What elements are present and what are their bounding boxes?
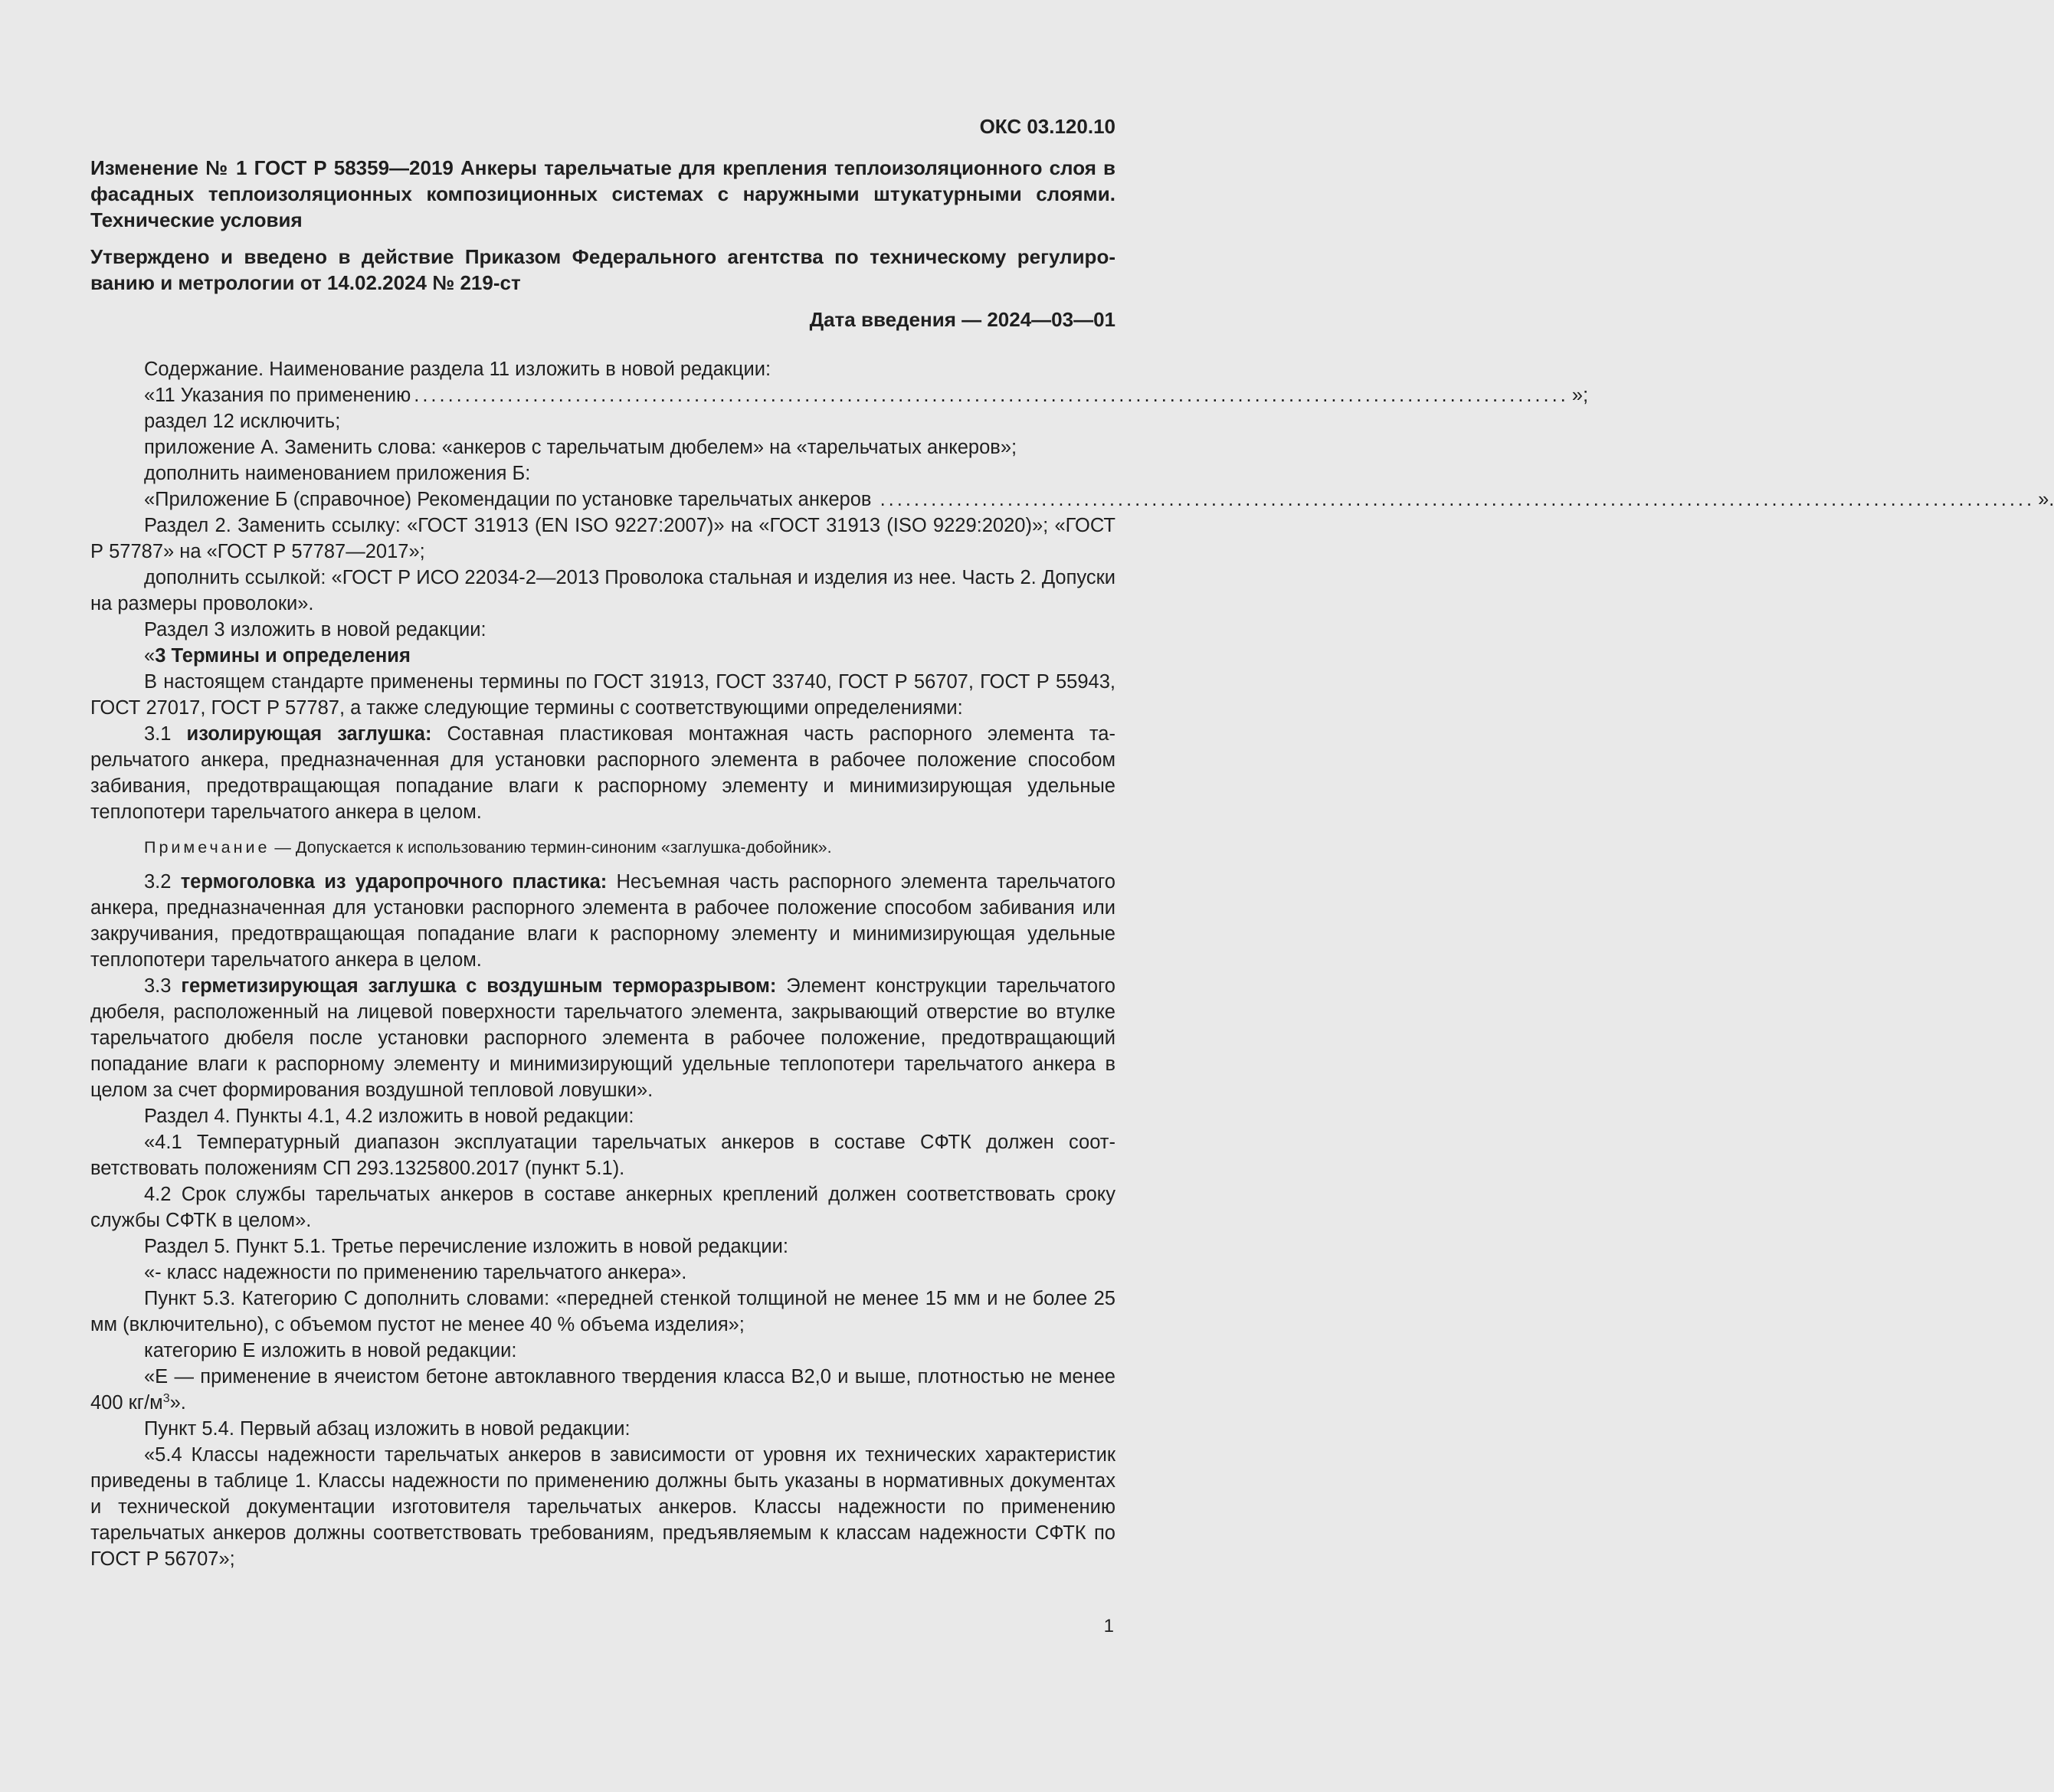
term-number: 3.1 xyxy=(144,723,187,745)
toc-entry-end: »; xyxy=(1571,385,1589,406)
section-3-heading xyxy=(90,643,1115,669)
amendment-title: Изменение № 1 ГОСТ Р 58359—2019 Анкеры тарельчатые для крепления теплоизоляционного слоя в фасадных теплоизоляционных композиционных системах с наружными штукатурными слоями. Технические условия xyxy=(90,156,1115,231)
paragraph: «4.1 Температурный диапазон эксплуатации тарельчатых анкеров в составе СФТК должен соответствовать положениям СП 293.1325800.2017 (пункт 5.1). xyxy=(90,1132,1115,1179)
paragraph: приложение А. Заменить слова: «анкеров с тарельчатым дюбелем» на «тарельчатых анкеров»; xyxy=(144,437,1017,458)
note-text: — Допускается к использованию термин-синоним «заглушка-добойник». xyxy=(270,838,832,857)
paragraph: дополнить ссылкой: «ГОСТ Р ИСО 22034-2—2013 Проволока стальная и изделия из нее. Часть 2. Допуски на размеры проволоки». xyxy=(90,567,1115,614)
amendment-body xyxy=(90,356,2054,1572)
paragraph: Раздел 5. Пункт 5.1. Третье перечисление изложить в новой редакции: xyxy=(144,1236,788,1257)
page-content xyxy=(90,113,2054,1572)
superscript: 3 xyxy=(162,1392,170,1405)
paragraph: В настоящем стандарте применены термины по ГОСТ 31913, ГОСТ 33740, ГОСТ Р 56707, ГОСТ Р 55943, ГОСТ 27017, ГОСТ Р 57787, а также следующие термины с соответствующими определениями: xyxy=(90,671,1115,719)
term-name: герметизирующая заглушка с воздушным терморазрывом: xyxy=(181,975,777,997)
paragraph: Содержание. Наименование раздела 11 изложить в новой редакции: xyxy=(144,359,771,380)
introduction-date: Дата введения — 2024—03—01 xyxy=(809,308,1115,331)
paragraph: «5.4 Классы надежности тарельчатых анкеров в зависимости от уровня их технических характеристик приведены в таблице 1. Классы надежности по применению должны быть указаны в нормативных документах и технической документации изготовителя тарельчатых анкеров. Классы надежности по применению тарельчатых анкеров должны соответствовать требованиям, предъявляемым к классам надежности СФТК по ГОСТ Р 56707»; xyxy=(90,1444,1115,1570)
toc-entry-text: «Приложение Б (справочное) Рекомендации по установке тарельчатых анкеров xyxy=(144,489,877,510)
paragraph: дополнить наименованием приложения Б: xyxy=(144,463,531,484)
toc-entry-text: «11 Указания по применению xyxy=(144,385,411,406)
paragraph: «- класс надежности по применению тарельчатого анкера». xyxy=(144,1262,687,1283)
note xyxy=(90,836,1115,859)
term-definition: Элемент конструкции тарельчатого дюбеля, расположенный на лицевой поверхности тарельчатого элемента, закрывающий отверстие во втулке тарельчатого дюбеля после установки распорного элемента в рабочее положение, предотвращающий попадание влаги к распорному элементу и минимизирующий удельные теплопотери тарельчатого анкера в целом за счет формирования воздушной тепловой ловушки». xyxy=(90,975,1115,1101)
approval-statement: Утверждено и введено в действие Приказом Федерального агентства по техническому регулированию и метрологии от 14.02.2024 № 219-ст xyxy=(90,245,1115,294)
page-number: 1 xyxy=(1103,1616,1114,1636)
term-definition: Несъемная часть распорного элемента тарельчатого анкера, предназначенная для установки распорного элемента в рабочее положение способом забивания или закручивания, предотвращающая попадание влаги к распорному элементу и минимизирующая удельные теплопотери тарельчатого анкера в целом. xyxy=(90,871,1115,971)
paragraph: Раздел 2. Заменить ссылку: «ГОСТ 31913 (EN ISO 9227:2007)» на «ГОСТ 31913 (ISO 9229:2020)»; «ГОСТ Р 57787» на «ГОСТ Р 57787—2017»; xyxy=(90,515,1115,562)
paragraph-text: «Е — применение в ячеистом бетоне автоклавного твердения класса В2,0 и выше, плотностью не менее 400 кг/м xyxy=(90,1366,1115,1414)
term-name: изолирующая заглушка: xyxy=(186,723,432,745)
term-definition: Составная пластиковая монтажная часть распорного элемента тарельчатого анкера, предназначенная для установки распорного элемента в рабочее положение способом забивания, предотвращающая попадание влаги к распорному элементу и минимизирующая удельные теплопотери тарельчатого анкера в целом. xyxy=(90,723,1115,823)
term-3-2 xyxy=(90,869,1115,973)
term-number: 3.2 xyxy=(144,871,181,893)
toc-leader-dots: ........................................................................................................................................ xyxy=(880,489,2036,510)
paragraph-end: ». xyxy=(169,1392,186,1414)
toc-leader-dots: ........................................................................................................................................ xyxy=(414,385,1569,406)
paragraph: раздел 12 исключить; xyxy=(144,411,341,432)
paragraph: 4.2 Срок службы тарельчатых анкеров в составе анкерных креплений должен соответствовать сроку службы СФТК в целом». xyxy=(90,1184,1115,1231)
quote-mark: « xyxy=(144,645,156,667)
term-3-3 xyxy=(90,973,1115,1103)
paragraph: Раздел 4. Пункты 4.1, 4.2 изложить в новой редакции: xyxy=(144,1106,634,1127)
toc-entry-end: ». xyxy=(2038,489,2054,510)
paragraph: категорию Е изложить в новой редакции: xyxy=(144,1340,517,1361)
term-number: 3.3 xyxy=(144,975,182,997)
toc-entry-appendix-b xyxy=(90,486,2054,513)
toc-entry-section-11 xyxy=(90,382,1589,408)
note-label: Примечание xyxy=(144,838,270,857)
term-name: термоголовка из ударопрочного пластика: xyxy=(180,871,608,893)
paragraph: Пункт 5.3. Категорию С дополнить словами: «передней стенкой толщиной не менее 15 мм и не более 25 мм (включительно), с объемом пустот не менее 40 % объема изделия»; xyxy=(90,1288,1115,1335)
oks-code: ОКС 03.120.10 xyxy=(979,115,1115,138)
term-3-1 xyxy=(90,721,1115,825)
category-e-paragraph xyxy=(90,1364,1115,1416)
section-heading: 3 Термины и определения xyxy=(155,645,411,667)
paragraph: Раздел 3 изложить в новой редакции: xyxy=(144,619,486,640)
paragraph: Пункт 5.4. Первый абзац изложить в новой редакции: xyxy=(144,1418,631,1440)
